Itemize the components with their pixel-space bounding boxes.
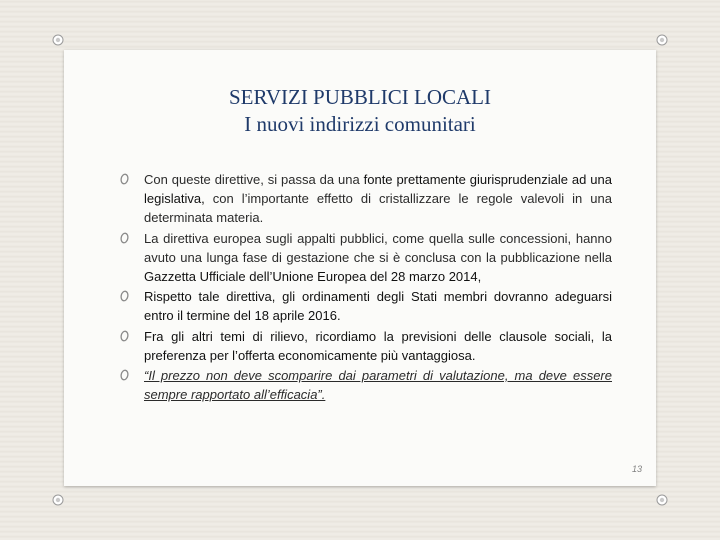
o-bullet-icon xyxy=(120,173,129,185)
bullet-text: Con queste direttive, si passa da una xyxy=(144,172,364,187)
bullet-text: Rispetto tale direttiva, gli ordinamenti degli Stati membri dovranno adeguarsi entro il xyxy=(144,289,612,324)
o-bullet-icon xyxy=(120,232,129,244)
o-bullet-icon xyxy=(120,330,129,342)
bullet-text: con l’importante effetto di cristallizzare le regole valevoli in una determinata materia. xyxy=(144,191,612,226)
bullet-text: , la preferenza per xyxy=(144,328,613,363)
highlight-text: clausole sociali xyxy=(499,328,591,344)
o-bullet-icon xyxy=(120,290,129,302)
highlight-text: fonte prettamente giurisprudenziale ad una legislativa, xyxy=(144,172,612,207)
pushpin-icon xyxy=(656,34,668,46)
bullet-item xyxy=(114,229,612,287)
title-line-1: SERVIZI PUBBLICI LOCALI xyxy=(229,85,491,109)
bullet-item xyxy=(114,287,612,325)
pushpin-icon xyxy=(52,34,64,46)
highlight-text: l’offerta economicamente più vantaggiosa. xyxy=(232,347,476,363)
pushpin-icon xyxy=(52,494,64,506)
slide-title xyxy=(64,84,656,138)
bullet-text: La direttiva europea sugli appalti pubblici, come quella sulle concessioni, hanno avuto una lunga fase di gestazione che si è conclusa con la pubblicazione nella xyxy=(144,230,612,265)
bullet-list xyxy=(114,170,612,405)
quote-text: “Il prezzo non deve scomparire dai parametri di valutazione, ma deve essere sempre rapportato all’efficacia”. xyxy=(144,368,612,403)
pushpin-icon xyxy=(656,494,668,506)
bullet-item xyxy=(114,170,612,228)
bullet-item xyxy=(114,327,612,365)
highlight-text: termine del 18 aprile 2016. xyxy=(186,308,341,324)
o-bullet-icon xyxy=(120,369,129,381)
bullet-text: Fra gli altri temi di rilievo, ricordiamo la previsioni delle xyxy=(144,328,500,344)
highlight-text: Gazzetta Ufficiale dell’Unione Europea del 28 marzo 2014, xyxy=(144,269,482,285)
title-line-2: I nuovi indirizzi comunitari xyxy=(244,112,476,136)
page-number: 13 xyxy=(632,464,643,474)
content-panel xyxy=(64,50,656,486)
bullet-item xyxy=(114,366,612,404)
